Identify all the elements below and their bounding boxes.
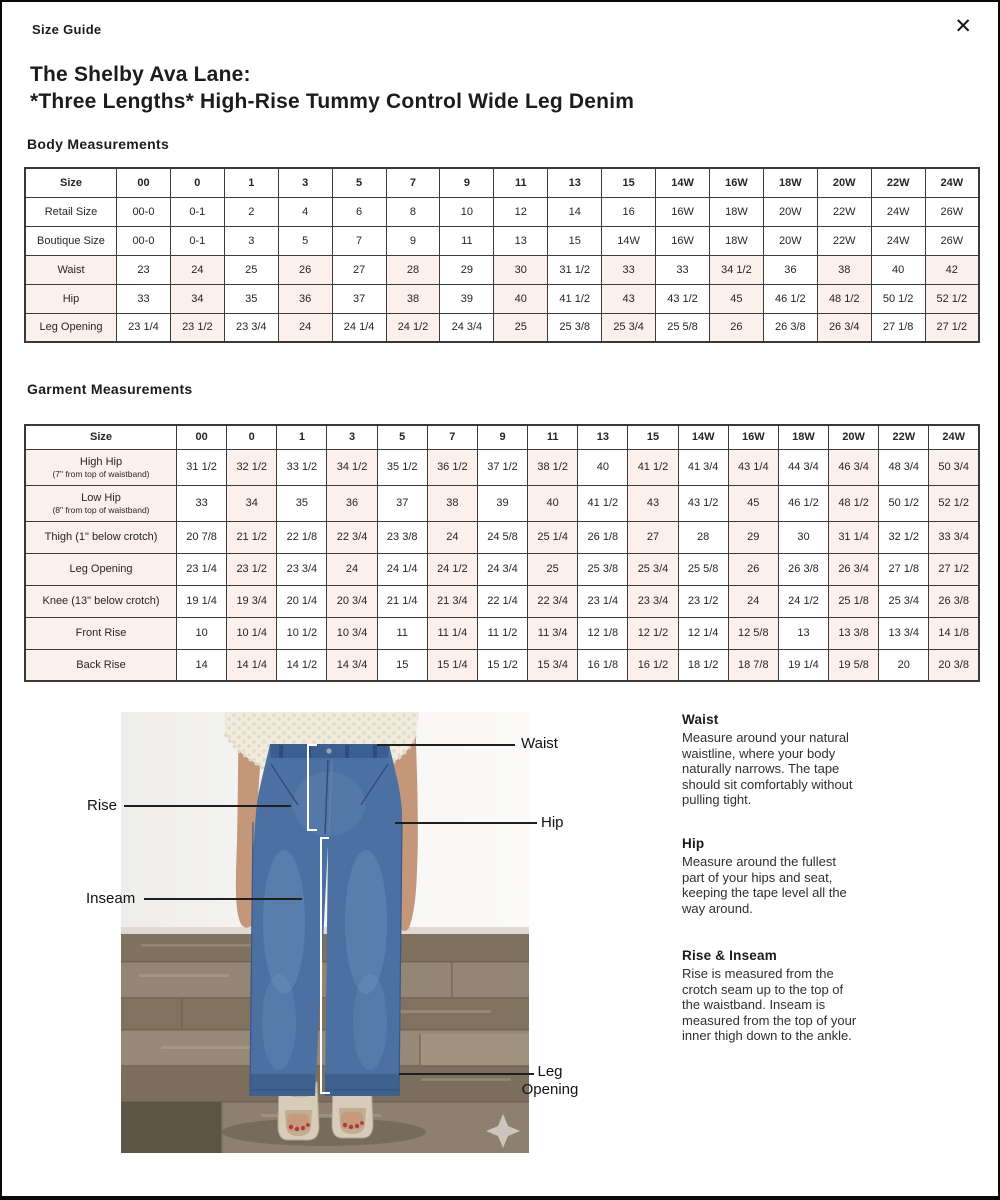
table-cell: 36 1/2 [427,449,477,485]
table-cell: 25 3/8 [578,553,628,585]
table-cell: 23 1/4 [177,553,227,585]
table-cell: 46 1/2 [763,284,817,313]
row-label: Leg Opening [25,313,117,342]
table-cell: 30 [494,255,548,284]
table-cell: 24W [871,226,925,255]
table-cell: 43 1/2 [678,485,728,521]
table-cell: 22W [817,197,871,226]
table-cell: 50 3/4 [929,449,979,485]
table-cell: 32 1/2 [227,449,277,485]
table-cell: 25 5/8 [678,553,728,585]
table-cell: 28 [386,255,440,284]
column-header: 00 [177,425,227,449]
table-cell: 0-1 [170,226,224,255]
table-cell: 5 [278,226,332,255]
column-header: 22W [871,168,925,197]
table-cell: 7 [332,226,386,255]
table-cell: 46 1/2 [778,485,828,521]
table-cell: 20W [763,226,817,255]
hip-description [682,836,860,916]
table-cell: 14W [602,226,656,255]
table-cell: 41 1/2 [578,485,628,521]
inseam-annotation-label: Inseam [86,890,136,907]
column-header: 14W [678,425,728,449]
hip-description-heading: Hip [682,836,705,851]
table-cell: 26 1/8 [578,521,628,553]
table-cell: 14 1/8 [929,617,979,649]
row-label: Boutique Size [25,226,117,255]
row-label: Waist [25,255,117,284]
column-header: 24W [929,425,979,449]
body-measurements-table [24,167,980,343]
table-cell: 31 1/2 [177,449,227,485]
table-cell: 45 [728,485,778,521]
table-cell: 11 1/2 [477,617,527,649]
table-cell: 22 3/4 [327,521,377,553]
table-cell: 23 [117,255,171,284]
table-cell: 18W [709,226,763,255]
table-cell: 12 1/4 [678,617,728,649]
row-label: Thigh (1" below crotch) [25,521,177,553]
table-cell: 44 3/4 [778,449,828,485]
table-cell: 34 1/2 [327,449,377,485]
table-cell: 23 3/8 [377,521,427,553]
table-cell: 14 1/2 [277,649,327,681]
table-cell: 27 1/2 [929,553,979,585]
table-cell: 12 1/2 [628,617,678,649]
table-cell: 35 [224,284,278,313]
table-cell: 27 1/8 [871,313,925,342]
table-cell: 15 3/4 [528,649,578,681]
table-cell: 25 3/4 [628,553,678,585]
table-cell: 40 [578,449,628,485]
table-cell: 33 [602,255,656,284]
table-cell: 24 [278,313,332,342]
table-cell: 23 1/2 [678,585,728,617]
garment-measurements-table [24,424,980,682]
inseam-annotation-line [144,898,302,900]
column-header: 1 [277,425,327,449]
table-cell: 25 [224,255,278,284]
column-header: 11 [528,425,578,449]
table-cell: 24 1/2 [427,553,477,585]
waist-annotation-label: Waist [521,735,558,752]
table-cell: 26W [925,197,979,226]
column-header: 13 [548,168,602,197]
hip-annotation-line [395,822,537,824]
table-cell: 20 7/8 [177,521,227,553]
hip-description-text: Measure around the fullest part of your hips and seat, keeping the tape level all the way around. [682,854,847,916]
table-cell: 28 [678,521,728,553]
column-header: Size [25,168,117,197]
table-cell: 35 1/2 [377,449,427,485]
table-cell: 34 [170,284,224,313]
table-cell: 00-0 [117,226,171,255]
table-cell: 27 1/8 [879,553,929,585]
table-cell: 23 1/4 [117,313,171,342]
table-cell: 27 [332,255,386,284]
table-cell: 12 1/8 [578,617,628,649]
product-title-line2: *Three Lengths* High-Rise Tummy Control Wide Leg Denim [30,90,635,113]
column-header: 1 [224,168,278,197]
table-cell: 37 1/2 [477,449,527,485]
body-measurements-heading: Body Measurements [27,136,170,152]
column-header: 18W [763,168,817,197]
table-row [25,226,979,255]
table-cell: 10 1/4 [227,617,277,649]
table-cell: 8 [386,197,440,226]
table-cell: 30 [778,521,828,553]
column-header: 18W [778,425,828,449]
rise-annotation-line [124,805,291,807]
table-cell: 20 1/4 [277,585,327,617]
table-row [25,197,979,226]
column-header: 20W [829,425,879,449]
column-header: Size [25,425,177,449]
table-cell: 27 1/2 [925,313,979,342]
table-cell: 23 3/4 [628,585,678,617]
table-cell: 48 1/2 [829,485,879,521]
table-cell: 26 3/8 [763,313,817,342]
table-cell: 31 1/2 [548,255,602,284]
table-cell: 10 3/4 [327,617,377,649]
table-cell: 16W [656,197,710,226]
row-label: Hip [25,284,117,313]
table-cell: 18W [709,197,763,226]
table-cell: 24 [728,585,778,617]
table-cell: 3 [224,226,278,255]
table-cell: 37 [377,485,427,521]
table-cell: 26 [728,553,778,585]
table-cell: 20 [879,649,929,681]
row-label: Retail Size [25,197,117,226]
hip-annotation-label: Hip [541,814,564,831]
table-cell: 25 3/4 [879,585,929,617]
table-cell: 26W [925,226,979,255]
waist-description-heading: Waist [682,712,719,727]
table-cell: 24W [871,197,925,226]
table-cell: 22 3/4 [528,585,578,617]
table-cell: 22 1/4 [477,585,527,617]
row-label: Low Hip (8" from top of waistband) [25,485,177,521]
table-cell: 11 1/4 [427,617,477,649]
table-cell: 20W [763,197,817,226]
table-cell: 10 1/2 [277,617,327,649]
table-cell: 24 1/2 [386,313,440,342]
table-cell: 10 [440,197,494,226]
table-cell: 40 [528,485,578,521]
table-row [25,313,979,342]
table-cell: 43 [602,284,656,313]
table-cell: 14 3/4 [327,649,377,681]
column-header: 9 [477,425,527,449]
waist-annotation-line [377,744,515,746]
table-cell: 41 3/4 [678,449,728,485]
leg-opening-annotation-label [518,1063,582,1099]
table-cell: 38 1/2 [528,449,578,485]
table-cell: 24 5/8 [477,521,527,553]
table-cell: 24 3/4 [440,313,494,342]
table-cell: 33 [656,255,710,284]
rise-inseam-description-heading: Rise & Inseam [682,948,777,963]
column-header: 15 [628,425,678,449]
table-row [25,617,979,649]
floor-shadow [222,1118,426,1146]
table-cell: 9 [386,226,440,255]
table-cell: 6 [332,197,386,226]
table-cell: 21 1/2 [227,521,277,553]
table-row [25,255,979,284]
column-header: 11 [494,168,548,197]
model-photo [121,712,529,1153]
column-header: 5 [377,425,427,449]
baseboard [121,927,529,934]
table-cell: 33 [177,485,227,521]
table-cell: 2 [224,197,278,226]
table-cell: 22 1/8 [277,521,327,553]
table-cell: 26 [709,313,763,342]
table-cell: 37 [332,284,386,313]
close-icon[interactable]: ✕ [954,15,972,38]
column-header: 0 [170,168,224,197]
table-cell: 00-0 [117,197,171,226]
table-cell: 26 3/4 [817,313,871,342]
table-cell: 23 3/4 [277,553,327,585]
table-cell: 10 [177,617,227,649]
model-photo-illustration [121,712,529,1153]
table-cell: 15 [548,226,602,255]
table-row [25,553,979,585]
column-header: 24W [925,168,979,197]
table-cell: 26 3/4 [829,553,879,585]
table-cell: 19 3/4 [227,585,277,617]
table-cell: 48 1/2 [817,284,871,313]
table-cell: 18 1/2 [678,649,728,681]
table-cell: 43 [628,485,678,521]
table-cell: 14 [177,649,227,681]
column-header: 3 [327,425,377,449]
table-cell: 12 [494,197,548,226]
table-cell: 39 [440,284,494,313]
table-cell: 21 3/4 [427,585,477,617]
table-cell: 15 1/2 [477,649,527,681]
table-cell: 18 7/8 [728,649,778,681]
header-row [25,168,979,197]
waist-description [682,712,860,808]
table-row [25,585,979,617]
table-cell: 48 3/4 [879,449,929,485]
table-cell: 24 1/4 [377,553,427,585]
table-cell: 41 1/2 [548,284,602,313]
column-header: 14W [656,168,710,197]
table-cell: 25 [494,313,548,342]
table-cell: 45 [709,284,763,313]
table-cell: 14 1/4 [227,649,277,681]
table-cell: 14 [548,197,602,226]
column-header: 00 [117,168,171,197]
table-cell: 21 1/4 [377,585,427,617]
row-label: High Hip (7" from top of waistband) [25,449,177,485]
waist-description-text: Measure around your natural waistline, where your body naturally narrows. The tape should sit comfortably without pulling tight. [682,730,853,807]
table-cell: 23 3/4 [224,313,278,342]
leg-opening-label-line1: Leg [537,1063,563,1080]
table-cell: 38 [817,255,871,284]
column-header: 7 [386,168,440,197]
table-cell: 42 [925,255,979,284]
table-cell: 25 [528,553,578,585]
table-cell: 26 3/8 [929,585,979,617]
table-cell: 15 1/4 [427,649,477,681]
table-cell: 41 1/2 [628,449,678,485]
column-header: 9 [440,168,494,197]
table-cell: 16 1/2 [628,649,678,681]
table-cell: 50 1/2 [879,485,929,521]
table-cell: 19 1/4 [778,649,828,681]
table-cell: 23 1/2 [170,313,224,342]
column-header: 16W [709,168,763,197]
table-cell: 29 [728,521,778,553]
table-cell: 43 1/4 [728,449,778,485]
table-cell: 46 3/4 [829,449,879,485]
table-cell: 16 [602,197,656,226]
table-cell: 15 [377,649,427,681]
table-cell: 19 1/4 [177,585,227,617]
table-cell: 25 1/8 [829,585,879,617]
product-title-line1: The Shelby Ava Lane: [30,63,251,86]
table-cell: 23 1/2 [227,553,277,585]
column-header: 5 [332,168,386,197]
table-cell: 12 5/8 [728,617,778,649]
table-cell: 39 [477,485,527,521]
column-header: 13 [578,425,628,449]
table-cell: 32 1/2 [879,521,929,553]
table-row [25,521,979,553]
table-cell: 36 [763,255,817,284]
row-label: Leg Opening [25,553,177,585]
column-header: 3 [278,168,332,197]
table-cell: 40 [494,284,548,313]
row-label: Knee (13" below crotch) [25,585,177,617]
table-cell: 22W [817,226,871,255]
table-cell: 13 3/8 [829,617,879,649]
page-title [30,61,634,115]
table-cell: 52 1/2 [925,284,979,313]
leg-opening-label-line2: Opening [521,1081,579,1098]
table-cell: 23 1/4 [578,585,628,617]
table-cell: 20 3/4 [327,585,377,617]
table-cell: 40 [871,255,925,284]
table-cell: 0-1 [170,197,224,226]
leg-opening-annotation-line [399,1073,534,1075]
table-cell: 38 [386,284,440,313]
column-header: 7 [427,425,477,449]
table-cell: 11 [440,226,494,255]
table-cell: 19 5/8 [829,649,879,681]
garment-measurements-heading: Garment Measurements [27,381,193,397]
table-cell: 13 3/4 [879,617,929,649]
table-cell: 33 1/2 [277,449,327,485]
rise-inseam-description [682,948,860,1044]
table-cell: 33 [117,284,171,313]
table-cell: 13 [778,617,828,649]
table-cell: 33 3/4 [929,521,979,553]
table-cell: 26 [278,255,332,284]
column-header: 22W [879,425,929,449]
table-cell: 31 1/4 [829,521,879,553]
table-cell: 16W [656,226,710,255]
table-cell: 34 1/2 [709,255,763,284]
table-cell: 36 [278,284,332,313]
table-cell: 11 3/4 [528,617,578,649]
table-cell: 38 [427,485,477,521]
table-cell: 11 [377,617,427,649]
table-cell: 24 1/4 [332,313,386,342]
column-header: 20W [817,168,871,197]
table-cell: 24 [327,553,377,585]
table-cell: 25 1/4 [528,521,578,553]
column-header: 16W [728,425,778,449]
table-cell: 24 3/4 [477,553,527,585]
table-cell: 50 1/2 [871,284,925,313]
table-cell: 27 [628,521,678,553]
rise-inseam-description-text: Rise is measured from the crotch seam up to the top of the waistband. Inseam is measured from the top of your inner thigh down to the ankle. [682,966,857,1043]
table-cell: 43 1/2 [656,284,710,313]
table-cell: 13 [494,226,548,255]
table-cell: 16 1/8 [578,649,628,681]
table-row [25,649,979,681]
table-row [25,449,979,485]
column-header: 15 [602,168,656,197]
table-cell: 52 1/2 [929,485,979,521]
table-cell: 36 [327,485,377,521]
table-cell: 29 [440,255,494,284]
table-cell: 24 [427,521,477,553]
header-row [25,425,979,449]
table-cell: 24 1/2 [778,585,828,617]
table-row [25,284,979,313]
table-cell: 25 3/4 [602,313,656,342]
table-cell: 4 [278,197,332,226]
table-cell: 20 3/8 [929,649,979,681]
row-label: Back Rise [25,649,177,681]
table-cell: 24 [170,255,224,284]
column-header: 0 [227,425,277,449]
table-cell: 25 5/8 [656,313,710,342]
table-cell: 25 3/8 [548,313,602,342]
table-cell: 34 [227,485,277,521]
modal-title: Size Guide [32,22,102,37]
row-label: Front Rise [25,617,177,649]
table-cell: 35 [277,485,327,521]
table-cell: 26 3/8 [778,553,828,585]
table-row [25,485,979,521]
rise-annotation-label: Rise [87,797,118,814]
